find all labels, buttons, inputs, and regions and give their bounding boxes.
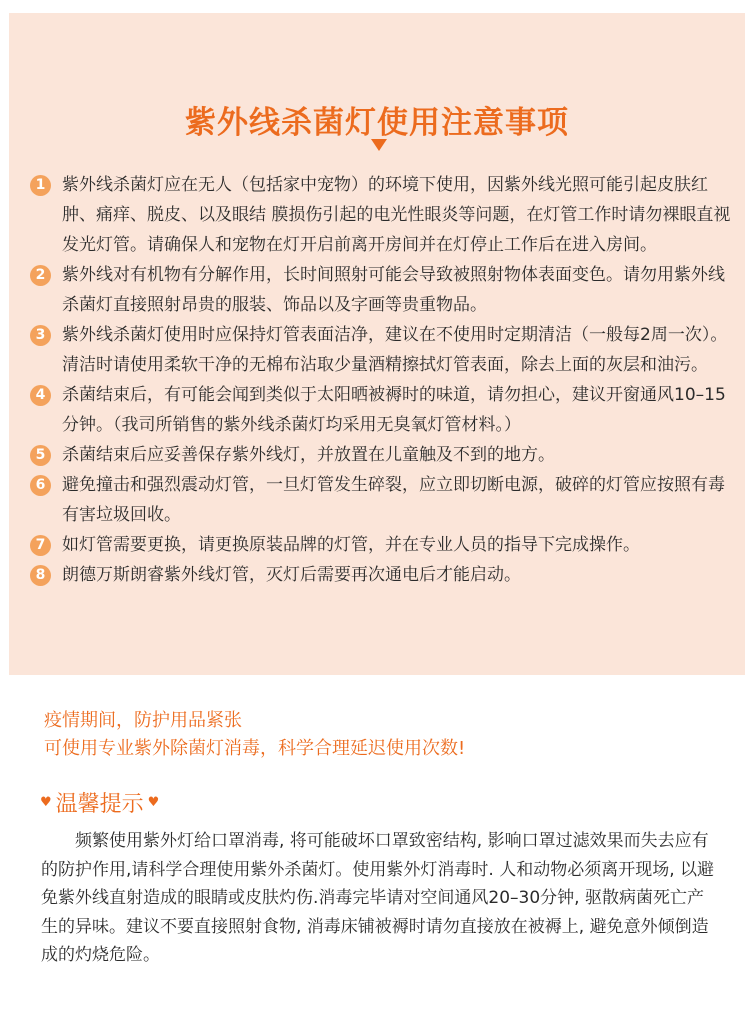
list-item — [30, 380, 734, 440]
notice-panel — [9, 13, 745, 675]
note-text: 紫外线杀菌灯应在无人（包括家中宠物）的环境下使用，因紫外线光照可能引起皮肤红肿、痛痒、脱皮、以及眼结 膜损伤引起的电光性眼炎等问题，在灯管工作时请勿裸眼直视发光灯管。请确保人和宠物在灯开启前离开房间并在灯停止工作后在进入房间。 — [62, 175, 731, 255]
tips-heading — [40, 787, 159, 818]
number-badge-icon: 4 — [30, 385, 51, 406]
heart-icon: ♥ — [40, 795, 52, 810]
number-badge-icon: 5 — [30, 445, 51, 466]
promo-line-2: 可使用专业紫外除菌灯消毒，科学合理延迟使用次数! — [44, 738, 466, 759]
number-badge-icon: 7 — [30, 535, 51, 556]
note-text: 紫外线杀菌灯使用时应保持灯管表面洁净，建议在不使用时定期清洁（一般每2周一次）。清洁时请使用柔软干净的无棉布沾取少量酒精擦拭灯管表面，除去上面的灰层和油污。 — [62, 325, 728, 375]
list-item — [30, 470, 734, 530]
list-item — [30, 320, 734, 380]
list-item — [30, 170, 734, 260]
note-text: 杀菌结束后，有可能会闻到类似于太阳晒被褥时的味道，请勿担心，建议开窗通风10–15分钟。（我司所销售的紫外线杀菌灯均采用无臭氧灯管材料。） — [62, 385, 726, 435]
note-text: 朗德万斯朗睿紫外线灯管，灭灯后需要再次通电后才能启动。 — [62, 565, 521, 585]
list-item — [30, 530, 734, 560]
number-badge-icon: 6 — [30, 475, 51, 496]
number-badge-icon: 8 — [30, 565, 51, 586]
list-item — [30, 260, 734, 320]
down-arrow-icon — [371, 139, 387, 151]
note-text: 避免撞击和强烈震动灯管，一旦灯管发生碎裂，应立即切断电源，破碎的灯管应按照有毒有害垃圾回收。 — [62, 475, 725, 525]
note-text: 如灯管需要更换，请更换原装品牌的灯管，并在专业人员的指导下完成操作。 — [62, 535, 640, 555]
promo-line-1: 疫情期间，防护用品紧张 — [44, 710, 242, 731]
number-badge-icon: 1 — [30, 175, 51, 196]
heart-icon: ♥ — [147, 795, 160, 810]
note-text: 紫外线对有机物有分解作用，长时间照射可能会导致被照射物体表面变色。请勿用紫外线杀菌灯直接照射昂贵的服装、饰品以及字画等贵重物品。 — [62, 265, 725, 315]
tips-body: 频繁使用紫外灯给口罩消毒, 将可能破坏口罩致密结构, 影响口罩过滤效果而失去应有的防护作用,请科学合理使用紫外杀菌灯。使用紫外灯消毒时. 人和动物必须离开现场, 以避免紫外线直射造成的眼睛或皮肤灼伤.消毒完毕请对空间通风20–30分钟, 驱散病菌死亡产生的异味。建议不要直接照射食物, 消毒床铺被褥时请勿直接放在被褥上, 避免意外倾倒造成的灼烧危险。 — [41, 831, 715, 965]
page-title: 紫外线杀菌灯使用注意事项 — [185, 105, 569, 141]
list-item — [30, 440, 734, 470]
list-item — [30, 560, 734, 590]
promo-block — [44, 707, 465, 763]
number-badge-icon: 3 — [30, 325, 51, 346]
notes-list — [30, 170, 734, 590]
tips-label: 温馨提示 — [55, 792, 144, 817]
note-text: 杀菌结束后应妥善保存紫外线灯，并放置在儿童触及不到的地方。 — [62, 445, 555, 465]
number-badge-icon: 2 — [30, 265, 51, 286]
